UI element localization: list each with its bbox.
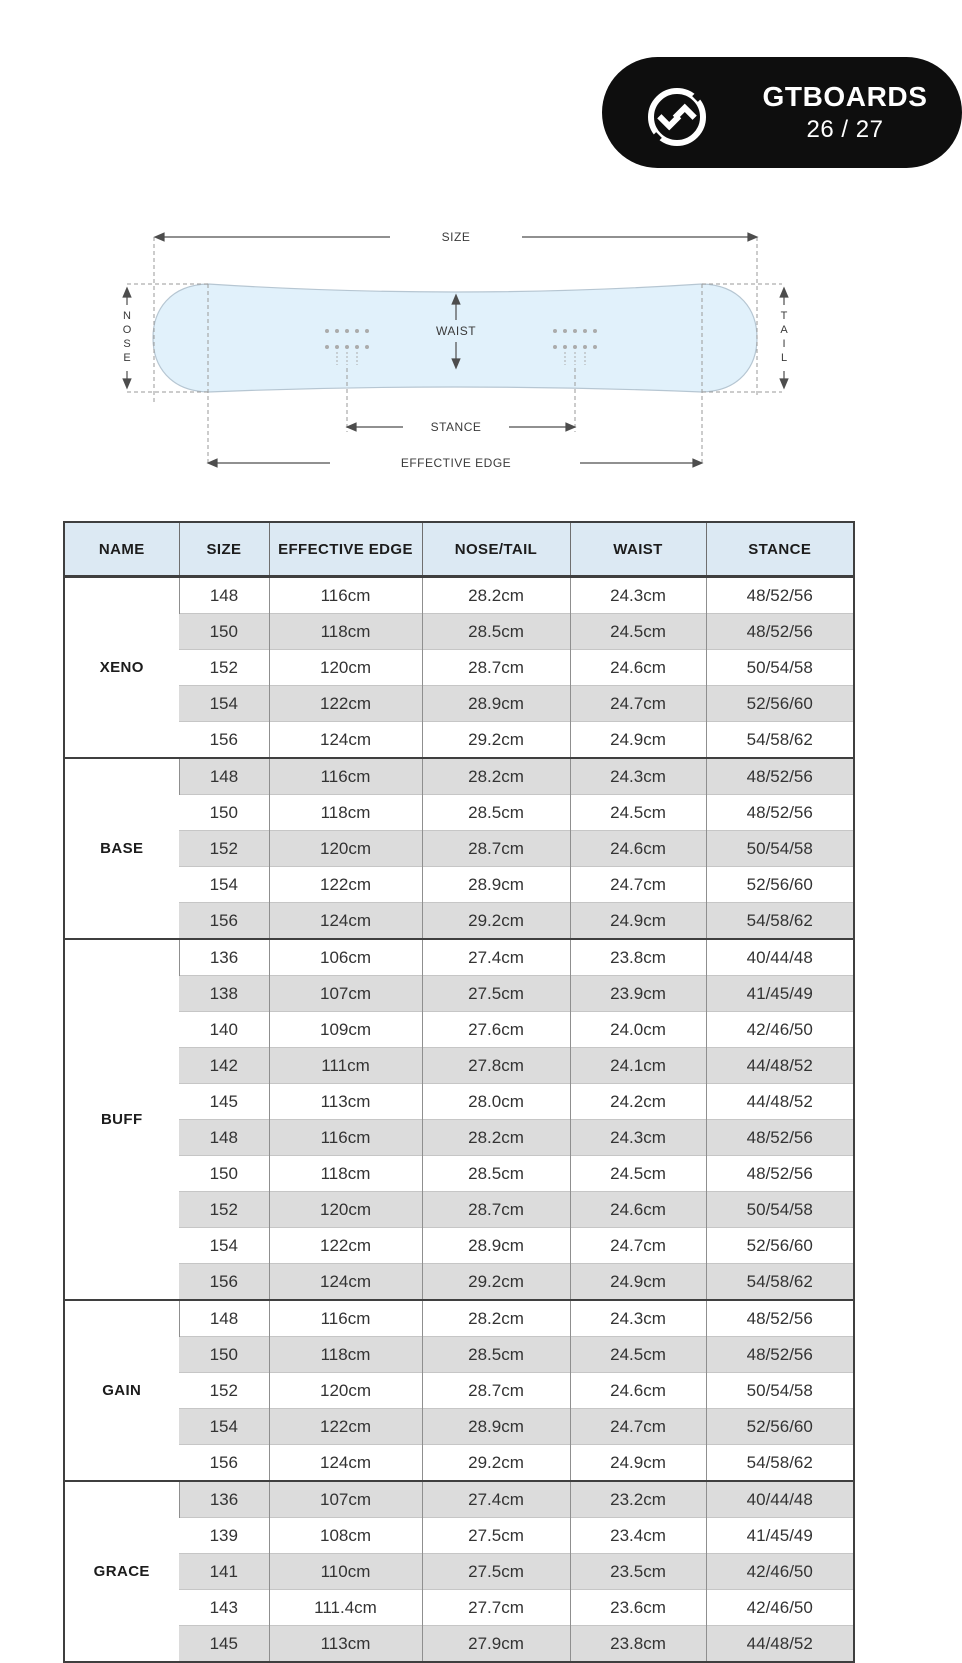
table-cell: 24.2cm: [570, 1084, 706, 1120]
table-cell: 150: [179, 1156, 269, 1192]
table-cell: 42/46/50: [706, 1012, 854, 1048]
table-cell: 28.2cm: [422, 758, 570, 795]
table-cell: 29.2cm: [422, 722, 570, 759]
table-cell: 116cm: [269, 758, 422, 795]
table-cell: 42/46/50: [706, 1554, 854, 1590]
table-cell: 118cm: [269, 1337, 422, 1373]
table-row: [64, 1048, 854, 1084]
table-cell: 145: [179, 1084, 269, 1120]
table-cell: 44/48/52: [706, 1084, 854, 1120]
table-cell: 24.5cm: [570, 795, 706, 831]
table-cell: 24.6cm: [570, 650, 706, 686]
table-cell: 24.3cm: [570, 1300, 706, 1337]
table-cell: 28.7cm: [422, 650, 570, 686]
table-cell: 150: [179, 795, 269, 831]
table-cell: 156: [179, 722, 269, 759]
table-cell: 48/52/56: [706, 1120, 854, 1156]
table-cell: 116cm: [269, 1300, 422, 1337]
table-cell: 150: [179, 1337, 269, 1373]
table-cell: 122cm: [269, 686, 422, 722]
table-cell: 27.4cm: [422, 1481, 570, 1518]
model-name-cell: GAIN: [64, 1300, 179, 1481]
table-cell: 28.2cm: [422, 1300, 570, 1337]
table-row: [64, 686, 854, 722]
table-row: [64, 1554, 854, 1590]
table-cell: 50/54/58: [706, 1373, 854, 1409]
table-cell: 28.7cm: [422, 1373, 570, 1409]
table-cell: 122cm: [269, 1228, 422, 1264]
table-cell: 24.9cm: [570, 722, 706, 759]
table-cell: 150: [179, 614, 269, 650]
table-cell: 148: [179, 1300, 269, 1337]
table-row: [64, 1228, 854, 1264]
table-row: [64, 1264, 854, 1301]
table-row: [64, 831, 854, 867]
table-cell: 122cm: [269, 1409, 422, 1445]
table-row: [64, 1445, 854, 1482]
table-cell: 48/52/56: [706, 1337, 854, 1373]
table-cell: 27.6cm: [422, 1012, 570, 1048]
table-cell: 28.5cm: [422, 614, 570, 650]
table-cell: 24.6cm: [570, 1192, 706, 1228]
table-cell: 24.5cm: [570, 1337, 706, 1373]
table-cell: 152: [179, 831, 269, 867]
table-cell: 118cm: [269, 614, 422, 650]
table-cell: 24.7cm: [570, 686, 706, 722]
table-cell: 23.6cm: [570, 1590, 706, 1626]
table-cell: 108cm: [269, 1518, 422, 1554]
table-cell: 28.2cm: [422, 577, 570, 614]
table-cell: 142: [179, 1048, 269, 1084]
table-cell: 48/52/56: [706, 1300, 854, 1337]
table-row: [64, 614, 854, 650]
table-cell: 41/45/49: [706, 1518, 854, 1554]
table-cell: 29.2cm: [422, 1445, 570, 1482]
table-cell: 48/52/56: [706, 758, 854, 795]
table-cell: 113cm: [269, 1626, 422, 1663]
table-cell: 122cm: [269, 867, 422, 903]
table-cell: 48/52/56: [706, 795, 854, 831]
table-cell: 24.5cm: [570, 614, 706, 650]
table-cell: 24.7cm: [570, 1409, 706, 1445]
table-cell: 24.5cm: [570, 1156, 706, 1192]
table-cell: 148: [179, 577, 269, 614]
table-cell: 154: [179, 867, 269, 903]
table-row: [64, 1590, 854, 1626]
table-row: [64, 1518, 854, 1554]
size-table-body: [64, 577, 854, 1663]
table-cell: 23.8cm: [570, 939, 706, 976]
table-cell: 50/54/58: [706, 1192, 854, 1228]
table-cell: 50/54/58: [706, 831, 854, 867]
table-cell: 118cm: [269, 795, 422, 831]
column-header-stance: STANCE: [706, 522, 854, 577]
table-cell: 27.9cm: [422, 1626, 570, 1663]
table-cell: 118cm: [269, 1156, 422, 1192]
model-name-cell: BUFF: [64, 939, 179, 1300]
table-row: [64, 758, 854, 795]
table-cell: 24.7cm: [570, 867, 706, 903]
table-cell: 24.3cm: [570, 758, 706, 795]
table-cell: 24.9cm: [570, 1264, 706, 1301]
table-cell: 145: [179, 1626, 269, 1663]
table-cell: 27.7cm: [422, 1590, 570, 1626]
table-cell: 27.5cm: [422, 976, 570, 1012]
table-cell: 28.0cm: [422, 1084, 570, 1120]
table-cell: 27.8cm: [422, 1048, 570, 1084]
table-cell: 111.4cm: [269, 1590, 422, 1626]
effective-edge-label: EFFECTIVE EDGE: [391, 456, 521, 470]
table-row: [64, 1481, 854, 1518]
table-row: [64, 1373, 854, 1409]
table-cell: 107cm: [269, 1481, 422, 1518]
table-cell: 154: [179, 686, 269, 722]
table-cell: 120cm: [269, 1373, 422, 1409]
column-header-waist: WAIST: [570, 522, 706, 577]
table-cell: 110cm: [269, 1554, 422, 1590]
size-label: SIZE: [432, 230, 481, 244]
table-row: [64, 867, 854, 903]
table-row: [64, 1409, 854, 1445]
table-cell: 156: [179, 1445, 269, 1482]
table-cell: 136: [179, 1481, 269, 1518]
table-cell: 40/44/48: [706, 939, 854, 976]
table-cell: 124cm: [269, 722, 422, 759]
table-row: [64, 1156, 854, 1192]
brand-badge: [602, 57, 962, 168]
table-cell: 139: [179, 1518, 269, 1554]
table-cell: 48/52/56: [706, 577, 854, 614]
table-cell: 28.7cm: [422, 831, 570, 867]
table-cell: 41/45/49: [706, 976, 854, 1012]
table-cell: 124cm: [269, 903, 422, 940]
table-row: [64, 795, 854, 831]
table-cell: 24.6cm: [570, 1373, 706, 1409]
table-cell: 28.5cm: [422, 1156, 570, 1192]
table-cell: 52/56/60: [706, 867, 854, 903]
table-row: [64, 1192, 854, 1228]
table-row: [64, 1012, 854, 1048]
table-cell: 54/58/62: [706, 903, 854, 940]
table-cell: 140: [179, 1012, 269, 1048]
table-cell: 48/52/56: [706, 614, 854, 650]
table-cell: 109cm: [269, 1012, 422, 1048]
waist-label: WAIST: [435, 324, 477, 338]
table-cell: 116cm: [269, 577, 422, 614]
size-chart-table: [63, 521, 855, 1663]
table-cell: 28.9cm: [422, 1228, 570, 1264]
table-cell: 107cm: [269, 976, 422, 1012]
table-cell: 52/56/60: [706, 686, 854, 722]
table-cell: 40/44/48: [706, 1481, 854, 1518]
table-cell: 124cm: [269, 1264, 422, 1301]
table-cell: 28.5cm: [422, 1337, 570, 1373]
table-cell: 143: [179, 1590, 269, 1626]
table-cell: 152: [179, 1192, 269, 1228]
table-row: [64, 1120, 854, 1156]
table-cell: 54/58/62: [706, 722, 854, 759]
table-cell: 24.1cm: [570, 1048, 706, 1084]
table-cell: 24.9cm: [570, 1445, 706, 1482]
table-cell: 156: [179, 903, 269, 940]
table-cell: 24.6cm: [570, 831, 706, 867]
table-cell: 44/48/52: [706, 1626, 854, 1663]
table-cell: 152: [179, 650, 269, 686]
table-row: [64, 1300, 854, 1337]
table-cell: 29.2cm: [422, 1264, 570, 1301]
table-cell: 27.5cm: [422, 1518, 570, 1554]
column-header-nose-tail: NOSE/TAIL: [422, 522, 570, 577]
table-cell: 24.9cm: [570, 903, 706, 940]
table-cell: 28.9cm: [422, 867, 570, 903]
table-cell: 24.0cm: [570, 1012, 706, 1048]
table-cell: 116cm: [269, 1120, 422, 1156]
table-cell: 28.2cm: [422, 1120, 570, 1156]
table-cell: 27.4cm: [422, 939, 570, 976]
table-cell: 23.4cm: [570, 1518, 706, 1554]
table-cell: 111cm: [269, 1048, 422, 1084]
table-row: [64, 1337, 854, 1373]
table-cell: 106cm: [269, 939, 422, 976]
table-cell: 24.3cm: [570, 1120, 706, 1156]
table-row: [64, 577, 854, 614]
table-cell: 23.5cm: [570, 1554, 706, 1590]
table-cell: 28.5cm: [422, 795, 570, 831]
table-header-row: [64, 522, 854, 577]
table-cell: 138: [179, 976, 269, 1012]
table-cell: 52/56/60: [706, 1409, 854, 1445]
table-cell: 29.2cm: [422, 903, 570, 940]
table-cell: 23.8cm: [570, 1626, 706, 1663]
table-row: [64, 722, 854, 759]
column-header-name: NAME: [64, 522, 179, 577]
table-cell: 120cm: [269, 650, 422, 686]
table-cell: 27.5cm: [422, 1554, 570, 1590]
table-cell: 28.9cm: [422, 686, 570, 722]
season-label: 26 / 27: [806, 116, 884, 143]
table-cell: 52/56/60: [706, 1228, 854, 1264]
column-header-size: SIZE: [179, 522, 269, 577]
table-cell: 54/58/62: [706, 1264, 854, 1301]
table-cell: 113cm: [269, 1084, 422, 1120]
nose-label: NOSE: [121, 305, 133, 371]
table-cell: 23.2cm: [570, 1481, 706, 1518]
table-cell: 152: [179, 1373, 269, 1409]
table-cell: 141: [179, 1554, 269, 1590]
model-name-cell: XENO: [64, 577, 179, 759]
table-row: [64, 650, 854, 686]
table-cell: 124cm: [269, 1445, 422, 1482]
table-cell: 28.7cm: [422, 1192, 570, 1228]
table-cell: 120cm: [269, 1192, 422, 1228]
table-cell: 42/46/50: [706, 1590, 854, 1626]
table-cell: 24.7cm: [570, 1228, 706, 1264]
table-cell: 48/52/56: [706, 1156, 854, 1192]
gg-monogram-icon: [645, 85, 709, 149]
table-cell: 148: [179, 758, 269, 795]
table-cell: 50/54/58: [706, 650, 854, 686]
tail-label: TAIL: [778, 305, 790, 371]
table-row: [64, 903, 854, 940]
table-cell: 54/58/62: [706, 1445, 854, 1482]
table-cell: 148: [179, 1120, 269, 1156]
model-name-cell: BASE: [64, 758, 179, 939]
column-header-effective-edge: EFFECTIVE EDGE: [269, 522, 422, 577]
table-cell: 44/48/52: [706, 1048, 854, 1084]
table-cell: 154: [179, 1409, 269, 1445]
table-cell: 154: [179, 1228, 269, 1264]
board-dimension-diagram: [0, 210, 913, 472]
table-row: [64, 976, 854, 1012]
model-name-cell: GRACE: [64, 1481, 179, 1662]
table-cell: 28.9cm: [422, 1409, 570, 1445]
stance-label: STANCE: [421, 420, 492, 434]
brand-name: GTBOARDS: [762, 81, 928, 112]
table-row: [64, 1084, 854, 1120]
table-row: [64, 939, 854, 976]
table-cell: 120cm: [269, 831, 422, 867]
table-cell: 23.9cm: [570, 976, 706, 1012]
table-cell: 24.3cm: [570, 577, 706, 614]
table-row: [64, 1626, 854, 1663]
table-cell: 156: [179, 1264, 269, 1301]
table-cell: 136: [179, 939, 269, 976]
